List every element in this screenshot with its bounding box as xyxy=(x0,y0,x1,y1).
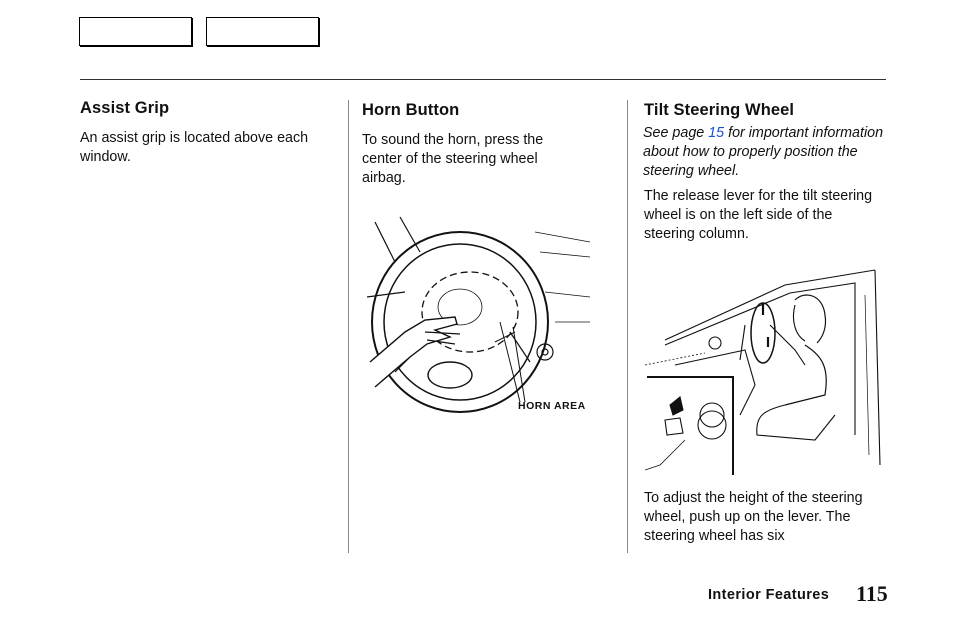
steering-wheel-illustration xyxy=(365,212,595,422)
horn-button-text: To sound the horn, press the center of the steering wheel airbag. xyxy=(362,132,544,186)
note-prefix: See page xyxy=(643,125,705,141)
note-suffix: for important information about how to properly position the steering wheel. xyxy=(643,125,884,179)
assist-grip-text: An assist grip is located above each window. xyxy=(80,130,309,165)
page-15-link[interactable]: 15 xyxy=(708,125,725,141)
column-divider-2 xyxy=(627,100,628,553)
tilt-lever-illustration xyxy=(645,265,885,480)
tilt-steering-note xyxy=(643,124,898,181)
header-rule xyxy=(80,79,886,80)
tilt-steering-heading: Tilt Steering Wheel xyxy=(644,101,795,119)
assist-grip-heading: Assist Grip xyxy=(80,99,170,117)
footer-section-label: Interior Features xyxy=(708,587,830,603)
nav-button-next[interactable] xyxy=(206,17,319,46)
tilt-steering-text-2: To adjust the height of the steering wheel, push up on the lever. The steering wheel has six xyxy=(644,490,863,544)
column-divider-1 xyxy=(348,100,349,553)
nav-button-previous[interactable] xyxy=(79,17,192,46)
page-number: 115 xyxy=(856,581,888,606)
tilt-steering-text-1: The release lever for the tilt steering wheel is on the left side of the steering column. xyxy=(644,188,873,242)
horn-button-heading: Horn Button xyxy=(362,101,460,119)
horn-area-caption: HORN AREA xyxy=(518,400,586,412)
